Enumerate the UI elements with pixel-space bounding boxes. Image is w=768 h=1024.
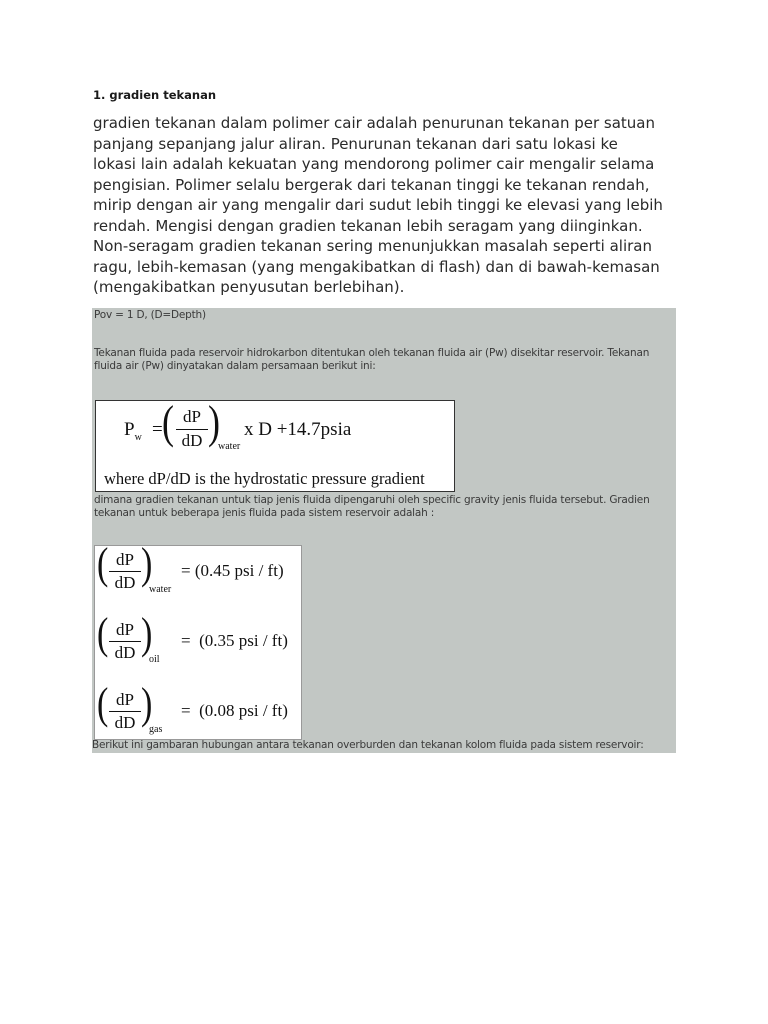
- lhs-subscript: w: [134, 431, 142, 443]
- gradient-value: = (0.35 psi / ft): [181, 631, 288, 650]
- gradient-numerator: dP: [116, 690, 134, 709]
- equation-box-pw: [95, 396, 455, 492]
- gradient-numerator: dP: [116, 620, 134, 639]
- fraction-bar: [176, 429, 208, 430]
- paragraph-line: Non-seragam gradien tekanan sering menunjukkan masalah seperti aliran: [93, 237, 652, 255]
- equals-sign: =: [152, 419, 163, 440]
- section-heading: 1. gradien tekanan: [93, 88, 217, 102]
- right-paren: ): [208, 396, 220, 448]
- paragraph-line: gradien tekanan dalam polimer cair adalah penurunan tekanan per satuan: [93, 114, 656, 132]
- equation-rhs: x D +14.7psia: [244, 419, 352, 440]
- paragraph-line: pengisian. Polimer selalu bergerak dari tekanan tinggi ke tekanan rendah,: [93, 175, 650, 194]
- middle-text: [94, 494, 650, 520]
- pov-text: Pov = 1 D, (D=Depth): [94, 309, 206, 321]
- fraction-subscript: water: [218, 441, 241, 452]
- paragraph-line: panjang sepanjang jalur aliran. Penurunan tekanan dari satu lokasi ke: [93, 134, 618, 153]
- body-paragraph: [93, 113, 693, 298]
- right-paren: ): [141, 680, 153, 729]
- intro-text: [94, 347, 649, 373]
- paragraph-line: rendah. Mengisi dengan gradien tekanan lebih seragam yang diinginkan.: [93, 216, 643, 235]
- fraction-denominator: dD: [181, 431, 203, 450]
- gradient-value: = (0.08 psi / ft): [181, 701, 288, 720]
- fraction-bar: [109, 571, 141, 572]
- gradient-denominator: dD: [114, 643, 136, 662]
- left-paren: (: [97, 610, 109, 659]
- gradient-subscript: water: [149, 584, 172, 595]
- right-paren: ): [141, 610, 153, 659]
- left-paren: (: [162, 396, 174, 448]
- fraction-bar: [109, 711, 141, 712]
- paragraph-line: (mengakibatkan penyusutan berlebihan).: [93, 278, 405, 296]
- paragraph-line: mirip dengan air yang mengalir dari sudut lebih tinggi ke elevasi yang lebih: [93, 196, 663, 214]
- paragraph-line: ragu, lebih-kemasan (yang mengakibatkan di flash) dan di bawah-kemasan: [93, 257, 660, 276]
- footer-text: [92, 739, 644, 752]
- left-paren: (: [97, 680, 109, 729]
- lhs-symbol: P: [124, 419, 135, 440]
- gradient-subscript: gas: [149, 724, 163, 735]
- middle-line: tekanan untuk beberapa jenis fluida pada sistem reservoir adalah :: [94, 507, 435, 519]
- gradients-box: [94, 540, 302, 740]
- intro-line: Tekanan fluida pada reservoir hidrokarbon ditentukan oleh tekanan fluida air (Pw) disekitar reservoir. Tekanan: [94, 347, 650, 359]
- pov-line: [94, 309, 206, 322]
- left-paren: (: [97, 540, 109, 589]
- gradient-value: = (0.45 psi / ft): [181, 561, 284, 580]
- right-paren: ): [141, 540, 153, 589]
- gradient-denominator: dD: [114, 573, 136, 592]
- footer-line: Berikut ini gambaran hubungan antara tekanan overburden dan tekanan kolom fluida pada sistem reservoir:: [92, 739, 644, 751]
- paragraph-line: lokasi lain adalah kekuatan yang mendorong polimer cair mengalir selama: [93, 155, 655, 173]
- embedded-screenshot-panel: [92, 308, 676, 753]
- equation-lhs: [124, 419, 142, 443]
- gradient-denominator: dD: [114, 713, 136, 732]
- fraction-bar: [109, 641, 141, 642]
- fraction-numerator: dP: [183, 407, 201, 426]
- gradient-subscript: oil: [149, 654, 160, 665]
- intro-line: fluida air (Pw) dinyatakan dalam persamaan berikut ini:: [94, 360, 376, 372]
- equation-caption: where dP/dD is the hydrostatic pressure gradient: [104, 469, 425, 488]
- gradient-numerator: dP: [116, 550, 134, 569]
- middle-line: dimana gradien tekanan untuk tiap jenis fluida dipengaruhi oleh specific gravity jenis fluida tersebut. Gradien: [94, 494, 650, 506]
